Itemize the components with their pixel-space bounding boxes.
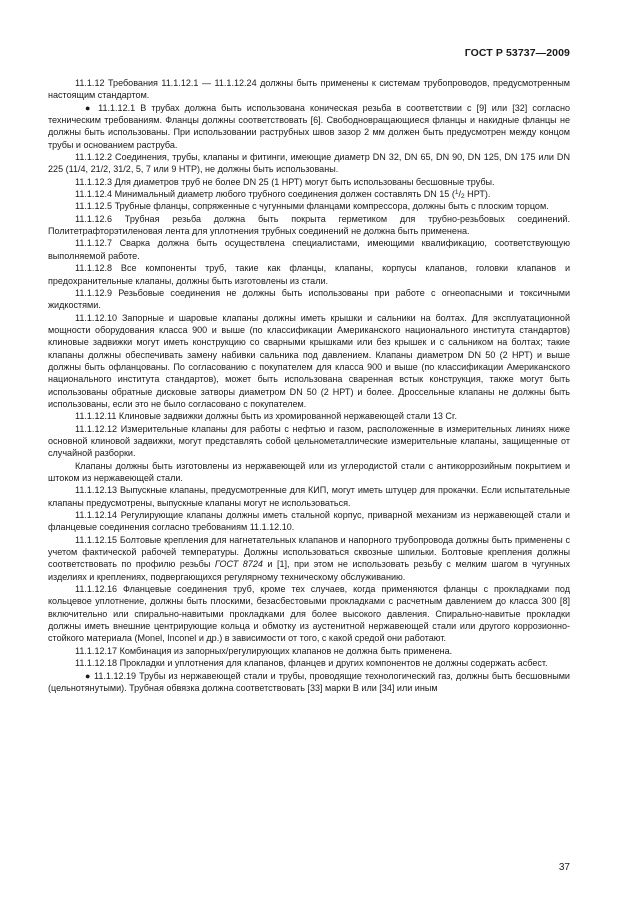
fraction-numerator: 1 [454,189,459,197]
gost-reference: ГОСТ 8724 [214,559,263,570]
fraction-denominator: 2 [461,193,465,201]
page-number: 37 [558,862,570,873]
paragraph-11-1-12-7: 11.1.12.7 Сварка должна быть осуществлена специалистами, имеющими квалификацию, соответствующую выполняемой работе. [48,238,570,261]
paragraph-11-1-12-2: 11.1.12.2 Соединения, трубы, клапаны и фитинги, имеющие диаметр DN 32, DN 65, DN 90, DN 125, DN 175 или DN 225 (11/4, 21/2, 31/2, 5, 7 или 9 НТР), не должны быть использованы. [48,152,570,175]
paragraph-11-1-12-4-text: 11.1.12.4 Минимальный диаметр любого трубного соединения должен составлять DN 15 ( [75,189,455,200]
paragraph-11-1-12-5: 11.1.12.5 Трубные фланцы, сопряженные с чугунными фланцами компрессора, должны быть с плоским торцом. [75,201,549,212]
paragraph-11-1-12-4-end: НРТ). [464,189,491,200]
standard-header: ГОСТ Р 53737—2009 [464,47,570,59]
paragraph-11-1-12-10: 11.1.12.10 Запорные и шаровые клапаны должны иметь крышки и сальники на болтах. Для эксплуатационной мощности оборудования класса 900 и выше (по классификации Американского национального института стандартов) клиновые задвижки могут иметь конструкцию со сварными крышками или без крышек и с сальником на болтах; такие клапаны должны обеспечивать замену набивки сальника под давлением. Клапаны диаметром DN 50 (2 НРТ) и выше должны быть офланцованы. По согласованию с покупателем для класса 900 и выше (по классификации Американского национального института стандартов), может быть использована сваренная встык конструкция, также могут быть использованы обратные дисковые затворы диаметром DN 50 (2 НРТ) и более. Дроссельные клапаны не должны быть использованы, если это не было согласовано с покупателем. [48,312,570,409]
paragraph-valves-material: Клапаны должны быть изготовлены из нержавеющей или из углеродистой стали с антикоррозийным покрытием и штоком из нержавеющей стали. [48,460,570,483]
paragraph-11-1-12-11: 11.1.12.11 Клиновые задвижки должны быть из хромированной нержавеющей стали 13 Cr. [75,411,457,422]
paragraph-11-1-12-15-text: 11.1.12.15 Болтовые крепления для нагнетательных клапанов и напорного трубопровода должны быть применены с учетом фактической рабочей температуры. Должны использоваться сквозные шпильки. Болтовые крепления должны соответствовать по профилю резьбы [48,534,570,570]
paragraph-11-1-12-13: 11.1.12.13 Выпускные клапаны, предусмотренные для КИП, могут иметь штуцер для прокачки. Если испытательные клапаны предусмотрены, выпускные клапаны могут не использоваться. [48,485,570,508]
paragraph-11-1-12-4 [48,188,570,200]
paragraph-11-1-12-3: 11.1.12.3 Для диаметров труб не более DN 25 (1 НРТ) могут быть использованы бесшовные трубы. [75,176,495,187]
paragraph-11-1-12-8: 11.1.12.8 Все компоненты труб, такие как фланцы, клапаны, корпусы клапанов, головки клапанов и предохранительные клапаны, должны быть изготовлены из стали. [48,263,570,286]
paragraph-11-1-12-16: 11.1.12.16 Фланцевые соединения труб, кроме тех случаев, когда применяются фланцы с прокладками под кольцевое уплотнение, должны быть плоскими, безасбестовыми прокладками с расчетным давлением до класса 300 [8] включительно или спирально-навитыми прокладками для более высокого давления. Спирально-навитые прокладки должны иметь внешние центрирующие кольца и обмотку из аустенитной нержавеющей стали или другого коррозионно-стойкого материала (Monel, Inconel и др.) в зависимости от того, с какой средой они работают. [48,584,570,644]
paragraph-11-1-12-17: 11.1.12.17 Комбинация из запорных/регулирующих клапанов не должна быть применена. [75,645,453,656]
paragraph-11-1-12-1: ● 11.1.12.1 В трубах должна быть использована коническая резьба в соответствии с [9] или [32] согласно техническим требованиям. Фланцы должны соответствовать [6]. Свободновращающиеся фланцы и накидные фланцы не должны быть использованы. При использовании раструбных швов зазор 2 мм должен быть предусмотрен между концом трубы и основанием раструба. [48,102,570,150]
paragraph-11-1-12-15 [48,534,570,583]
paragraph-11-1-12-6: 11.1.12.6 Трубная резьба должна быть покрыта герметиком для трубно-резьбовых соединений. Политетрафторэтиленовая лента для уплотнения трубных соединений не должна быть применена. [48,213,570,237]
paragraph-11-1-12-15-end: и [1], при этом не использовать резьбу с мелким шагом в чугунных изделиях и креплениях, подвергающихся регулярному техническому обслуживанию. [48,559,570,582]
fraction-slash: / [458,189,462,200]
paragraph-11-1-12-12: 11.1.12.12 Измерительные клапаны для работы с нефтью и газом, расположенные в измерительных линиях ниже основной клиновой задвижки, могут представлять собой цельнометаллические измерительные клапаны, защищенные от случайной разборки. [48,423,570,459]
paragraph-11-1-12-9: 11.1.12.9 Резьбовые соединения не должны быть использованы при работе с огнеопасными и токсичными жидкостями. [48,287,570,311]
paragraph-11-1-12-19: ● 11.1.12.19 Трубы из нержавеющей стали и трубы, проводящие технологический газ, должны быть бесшовными (цельнотянутыми). Трубная обвязка должна соответствовать [33] марки В или [34] или иным [48,670,570,693]
document-body [48,77,570,694]
paragraph-11-1-12: 11.1.12 Требования 11.1.12.1 — 11.1.12.24 должны быть применены к системам трубопроводов, предусмотренным настоящим стандартом. [48,78,570,101]
paragraph-11-1-12-18: 11.1.12.18 Прокладки и уплотнения для клапанов, фланцев и других компонентов не должны содержать асбест. [75,658,548,669]
paragraph-11-1-12-14: 11.1.12.14 Регулирующие клапаны должны иметь стальной корпус, приварной механизм из нержавеющей стали и фланцевые соединения согласно требованиям 11.1.12.10. [48,510,570,533]
